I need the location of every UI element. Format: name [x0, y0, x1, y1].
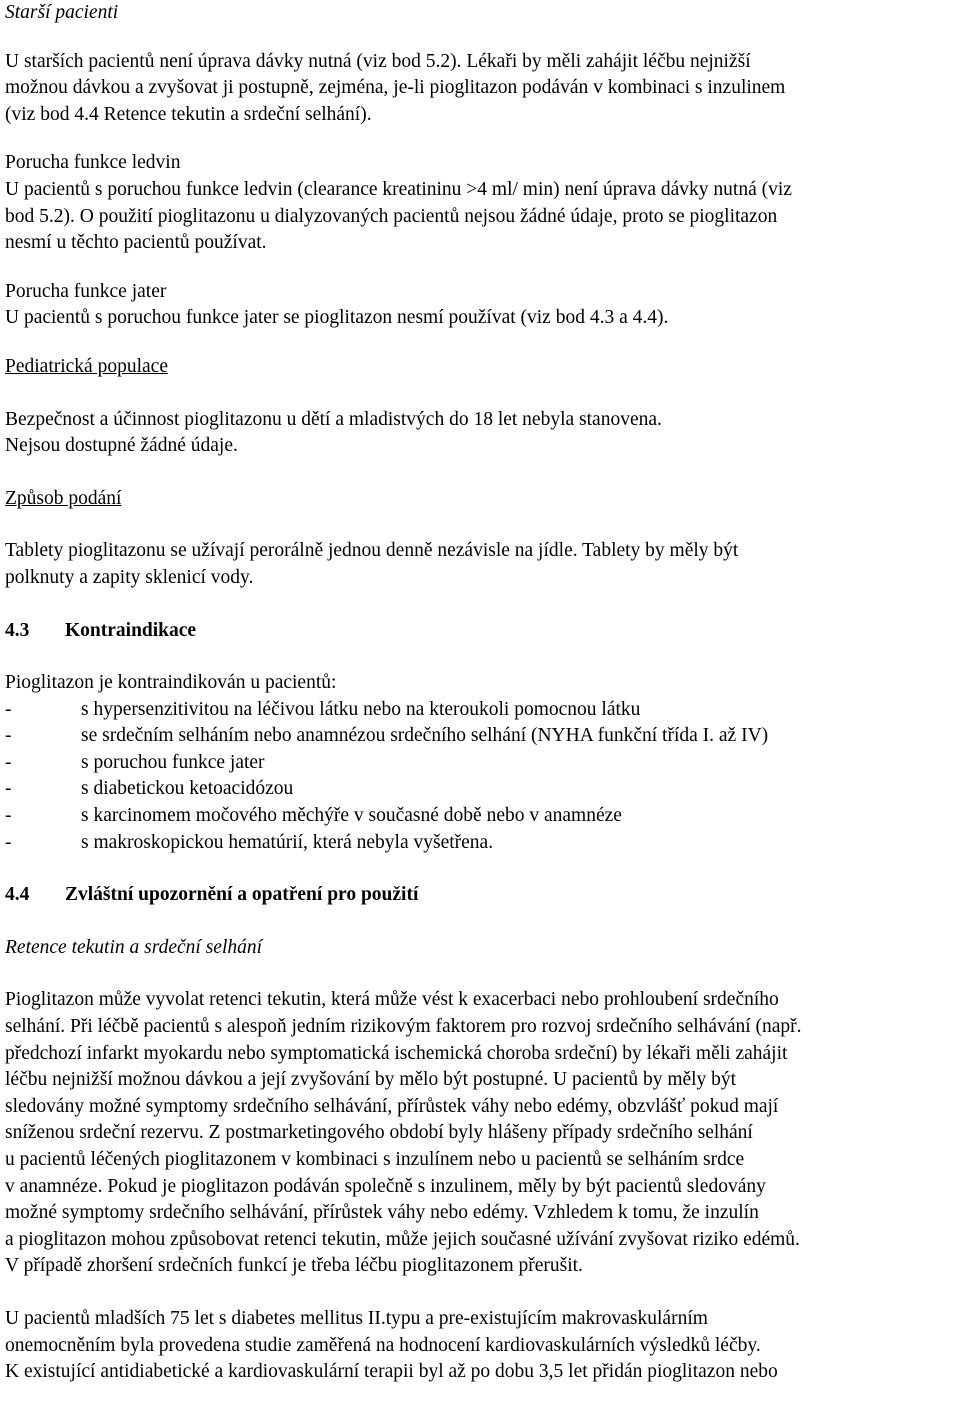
document-page	[5, 0, 957, 1386]
section-warnings	[5, 882, 957, 1386]
list-item-text: s karcinomem močového měchýře v současné době nebo v anamnéze	[81, 805, 622, 827]
paragraph-line: Nejsou dostupné žádné údaje.	[5, 435, 238, 457]
paragraph-cardiovascular-study	[5, 1306, 957, 1386]
list-item-text: s hypersenzitivitou na léčivou látku nebo na kteroukoli pomocnou látku	[81, 698, 641, 720]
dash-bullet: -	[5, 698, 12, 720]
section-title-text: Kontraindikace	[65, 619, 197, 641]
list-item	[5, 830, 957, 857]
paragraph-line: předchozí infarkt myokardu nebo symptomatická ischemická choroba srdeční) by lékaři měli zahájit	[5, 1042, 788, 1064]
paragraph-line: U starších pacientů není úprava dávky nutná (viz bod 5.2). Lékaři by měli zahájit léčbu nejnižší	[5, 50, 751, 72]
section-heading-administration: Způsob podání	[5, 487, 122, 509]
paragraph-line: selhání. Při léčbě pacientů s alespoň jedním rizikovým faktorem pro rozvoj srdečního selhávání (např.	[5, 1016, 802, 1038]
section-elderly	[5, 0, 957, 128]
paragraph-line: V případě zhoršení srdečních funkcí je třeba léčbu pioglitazonem přerušit.	[5, 1255, 583, 1277]
paragraph-line: U pacientů mladších 75 let s diabetes mellitus II.typu a pre-existujícím makrovaskulárním	[5, 1307, 708, 1329]
dash-bullet: -	[5, 805, 12, 827]
section-number: 4.4	[5, 884, 30, 906]
paragraph-fluid-retention	[5, 987, 957, 1280]
paragraph-line: K existující antidiabetické a kardiovaskulární terapii byl až po dobu 3,5 let přidán pioglitazon nebo	[5, 1361, 778, 1383]
section-renal-impairment	[5, 150, 957, 256]
paragraph-line: Tablety pioglitazonu se užívají perorálně jednou denně nezávisle na jídle. Tablety by měly být	[5, 540, 739, 562]
paragraph-line: sledovány možné symptomy srdečního selhávání, přírůstek váhy nebo edémy, obzvlášť pokud mají	[5, 1095, 779, 1117]
dash-bullet: -	[5, 778, 12, 800]
contraindications-intro: Pioglitazon je kontraindikován u pacientů:	[5, 672, 337, 694]
paragraph-line: onemocněním byla provedena studie zaměřená na hodnocení kardiovaskulárních výsledků léčby.	[5, 1334, 761, 1356]
list-item	[5, 697, 957, 724]
section-hepatic-impairment	[5, 279, 957, 332]
section-heading-elderly: Starší pacienti	[5, 2, 119, 23]
paragraph-line: u pacientů léčených pioglitazonem v kombinaci s inzulínem nebo u pacientů se selháním srdce	[5, 1149, 745, 1170]
list-item-text: s diabetickou ketoacidózou	[81, 778, 294, 800]
paragraph-line: sníženou srdeční rezervu. Z postmarketingového období byly hlášeny případy srdečního selhání	[5, 1122, 753, 1144]
list-item-text: s poruchou funkce jater	[81, 751, 265, 773]
section-title-4-4	[5, 882, 957, 909]
subheading-fluid-retention: Retence tekutin a srdeční selhání	[5, 936, 263, 958]
list-item	[5, 776, 957, 803]
section-administration	[5, 486, 957, 592]
section-contraindications	[5, 618, 957, 857]
list-item	[5, 803, 957, 830]
list-item-text: s makroskopickou hematúrií, která nebyla vyšetřena.	[81, 831, 494, 853]
paragraph-line: v anamnéze. Pokud je pioglitazon podáván společně s inzulinem, měly by být pacientů sledovány	[5, 1175, 766, 1197]
list-item	[5, 723, 957, 750]
list-item	[5, 750, 957, 777]
paragraph-line: (viz bod 4.4 Retence tekutin a srdeční selhání).	[5, 103, 372, 125]
paragraph-line: a pioglitazon mohou způsobovat retenci tekutin, může jejich současné užívání zvyšovat riziko edémů.	[5, 1228, 800, 1250]
section-title-text: Zvláštní upozornění a opatření pro použití	[65, 884, 419, 906]
paragraph-line: Bezpečnost a účinnost pioglitazonu u dětí a mladistvých do 18 let nebyla stanovena.	[5, 408, 662, 430]
section-pediatric	[5, 354, 957, 460]
dash-bullet: -	[5, 725, 12, 747]
section-heading-pediatric: Pediatrická populace	[5, 355, 168, 377]
section-number: 4.3	[5, 619, 30, 641]
paragraph-line: Pioglitazon může vyvolat retenci tekutin, která může vést k exacerbaci nebo prohloubení srdečního	[5, 989, 779, 1011]
section-title-4-3	[5, 618, 957, 645]
paragraph-line: U pacientů s poruchou funkce ledvin (clearance kreatininu >4 ml/ min) není úprava dávky nutná (viz	[5, 178, 792, 200]
dash-bullet: -	[5, 751, 12, 773]
paragraph-line: léčbu nejnižší možnou dávkou a její zvyšování by mělo být postupné. U pacientů by měly být	[5, 1069, 737, 1091]
paragraph-line: možné symptomy srdečního selhávání, přírůstek váhy nebo edémy. Vzhledem k tomu, že inzulín	[5, 1202, 759, 1224]
paragraph-line: nesmí u těchto pacientů používat.	[5, 232, 267, 254]
section-heading-renal: Porucha funkce ledvin	[5, 152, 181, 174]
paragraph-line: možnou dávkou a zvyšovat ji postupně, zejména, je-li pioglitazon podáván v kombinaci s inzulinem	[5, 77, 786, 99]
paragraph-line: polknuty a zapity sklenicí vody.	[5, 566, 254, 588]
contraindications-list	[5, 697, 957, 857]
paragraph-line: U pacientů s poruchou funkce jater se pioglitazon nesmí používat (viz bod 4.3 a 4.4).	[5, 307, 669, 329]
paragraph-line: bod 5.2). O použití pioglitazonu u dialyzovaných pacientů nejsou žádné údaje, proto se pioglitazon	[5, 205, 778, 227]
dash-bullet: -	[5, 831, 12, 853]
list-item-text: se srdečním selháním nebo anamnézou srdečního selhání (NYHA funkční třída I. až IV)	[81, 725, 769, 747]
section-heading-hepatic: Porucha funkce jater	[5, 280, 167, 302]
